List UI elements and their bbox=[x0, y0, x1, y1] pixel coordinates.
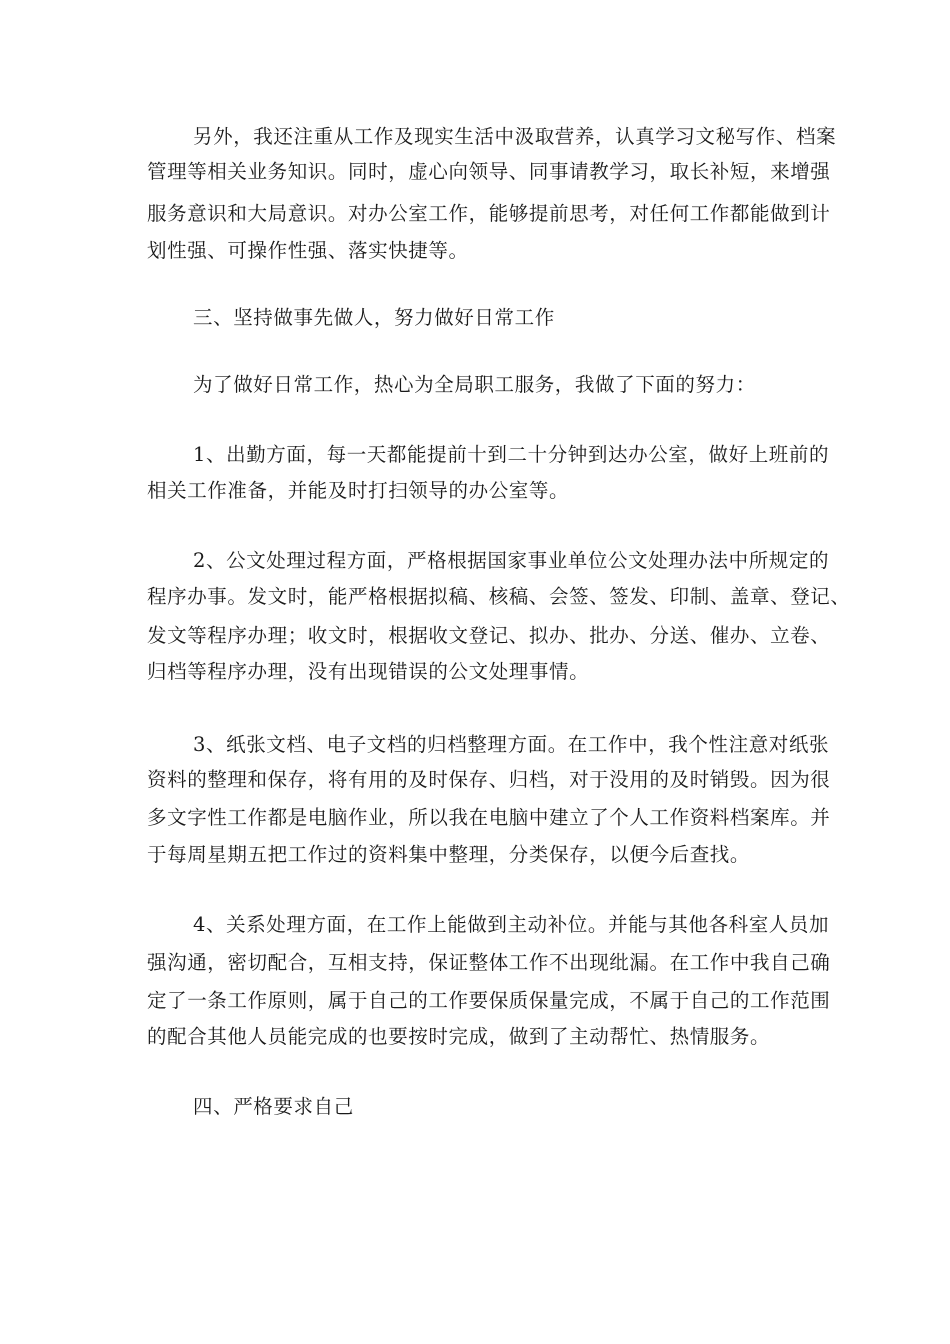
text-line: 归档等程序办理，没有出现错误的公文处理事情。 bbox=[147, 660, 590, 683]
heading-text: 四、严格要求自己 bbox=[193, 1095, 354, 1118]
text-line: 管理等相关业务知识。同时，虚心向领导、同事请教学习，取长补短，来增强 bbox=[147, 160, 831, 183]
text-line: 于每周星期五把工作过的资料集中整理，分类保存，以便今后查找。 bbox=[147, 843, 751, 866]
text-line: 多文字性工作都是电脑作业，所以我在电脑中建立了个人工作资料档案库。并 bbox=[147, 806, 831, 829]
text-line: 另外，我还注重从工作及现实生活中汲取营养，认真学习文秘写作、档案 bbox=[193, 125, 837, 148]
text-line: 资料的整理和保存，将有用的及时保存、归档，对于没用的及时销毁。因为很 bbox=[147, 768, 831, 791]
text-line: 服务意识和大局意识。对办公室工作，能够提前思考，对任何工作都能做到计 bbox=[147, 202, 831, 225]
text-line: 4、关系处理方面，在工作上能做到主动补位。并能与其他各科室人员加 bbox=[193, 913, 830, 936]
text-line: 2、公文处理过程方面，严格根据国家事业单位公文处理办法中所规定的 bbox=[193, 549, 830, 572]
text-line: 定了一条工作原则，属于自己的工作要保质保量完成，不属于自己的工作范围 bbox=[147, 989, 831, 1012]
text-line: 3、纸张文档、电子文档的归档整理方面。在工作中，我个性注意对纸张 bbox=[193, 733, 830, 756]
text-line: 程序办事。发文时，能严格根据拟稿、核稿、会签、签发、印制、盖章、登记、 bbox=[147, 585, 851, 608]
text-line: 为了做好日常工作，热心为全局职工服务，我做了下面的努力： bbox=[193, 373, 756, 396]
text-line: 发文等程序办理；收文时，根据收文登记、拟办、批办、分送、催办、立卷、 bbox=[147, 624, 831, 647]
heading-text: 三、坚持做事先做人，努力做好日常工作 bbox=[193, 306, 555, 329]
text-line: 划性强、可操作性强、落实快捷等。 bbox=[147, 239, 469, 262]
text-line: 的配合其他人员能完成的也要按时完成，做到了主动帮忙、热情服务。 bbox=[147, 1025, 771, 1048]
text-line: 相关工作准备，并能及时打扫领导的办公室等。 bbox=[147, 479, 570, 502]
text-line: 强沟通，密切配合，互相支持，保证整体工作不出现纰漏。在工作中我自己确 bbox=[147, 951, 831, 974]
text-line: 1、出勤方面，每一天都能提前十到二十分钟到达办公室，做好上班前的 bbox=[193, 443, 830, 466]
